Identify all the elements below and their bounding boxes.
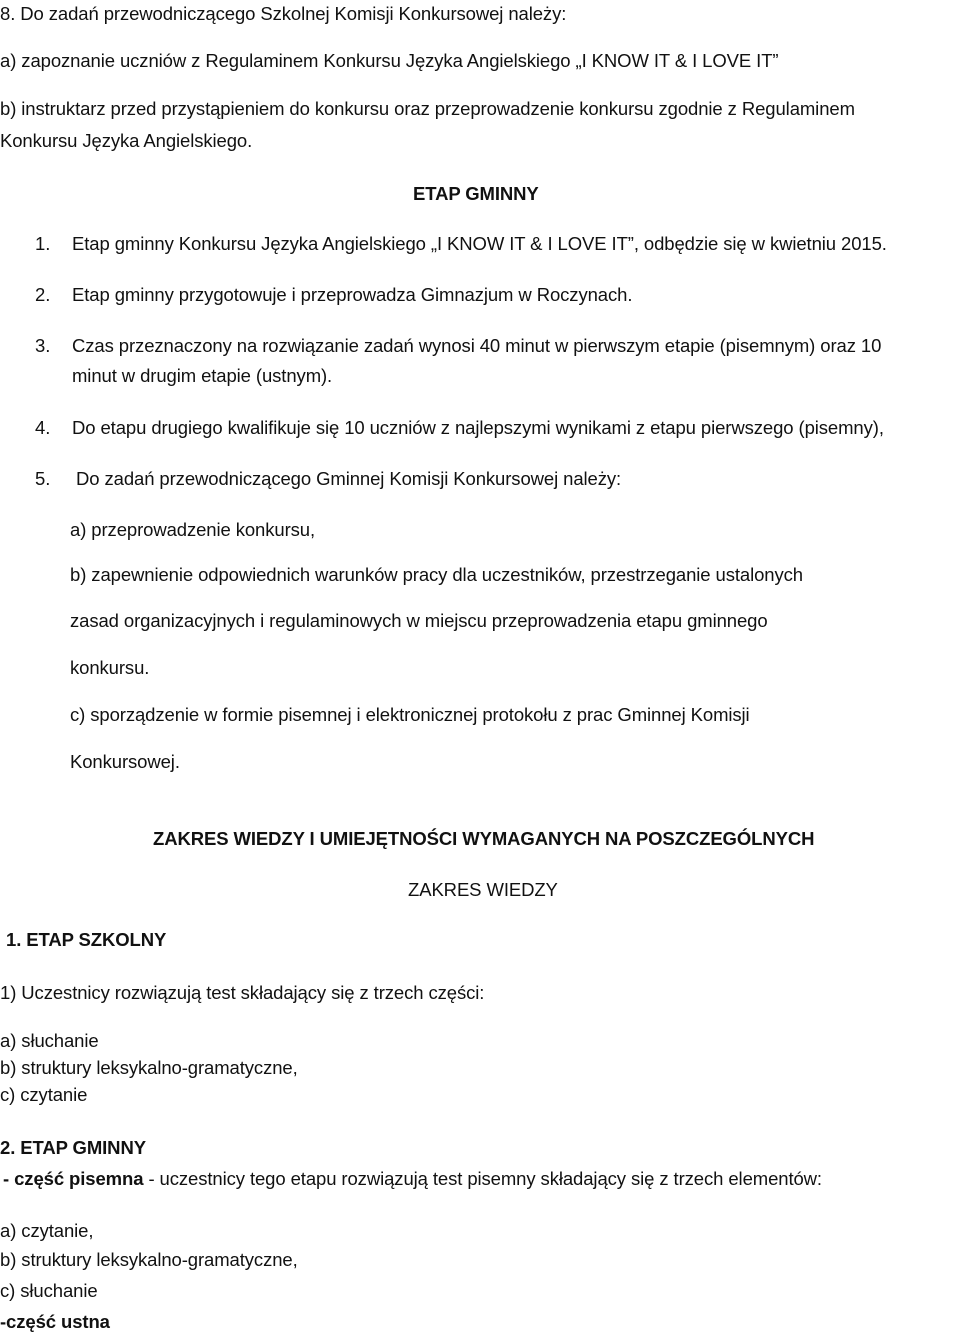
- p8-item-b-line2: Konkursu Języka Angielskiego.: [0, 130, 253, 151]
- gminny-item-2-num: 2.: [35, 284, 51, 305]
- szkolny-part-b: b) struktury leksykalno-gramatyczne,: [0, 1057, 298, 1078]
- etap-szkolny-intro: 1) Uczestnicy rozwiązują test składający się z trzech części:: [0, 982, 485, 1003]
- szkolny-part-c: c) czytanie: [0, 1084, 88, 1105]
- gminny-item-2-text: Etap gminny przygotowuje i przeprowadza Gimnazjum w Roczynach.: [72, 284, 633, 305]
- gminny-item-5-text: Do zadań przewodniczącego Gminnej Komisji Konkursowej należy:: [76, 468, 622, 489]
- gminny2-part-b: b) struktury leksykalno-gramatyczne,: [0, 1249, 298, 1270]
- gminny-item-1-num: 1.: [35, 233, 51, 254]
- gminny-sub-c-line2: Konkursowej.: [70, 751, 180, 772]
- etap-szkolny-heading: 1. ETAP SZKOLNY: [6, 929, 167, 950]
- gminny-sub-c-line1: c) sporządzenie w formie pisemnej i elektronicznej protokołu z prac Gminnej Komisji: [70, 704, 750, 725]
- gminny-item-5-num: 5.: [35, 468, 51, 489]
- gminny-sub-a: a) przeprowadzenie konkursu,: [70, 519, 316, 540]
- gminny-sub-b-line3: konkursu.: [70, 657, 150, 678]
- ustna-label: -część ustna: [0, 1311, 110, 1332]
- gminny-sub-b-line2: zasad organizacyjnych i regulaminowych w miejscu przeprowadzenia etapu gminnego: [70, 610, 768, 631]
- zakres-heading: ZAKRES WIEDZY I UMIEJĘTNOŚCI WYMAGANYCH NA POSZCZEGÓLNYCH: [153, 828, 815, 849]
- p8-heading: 8. Do zadań przewodniczącego Szkolnej Komisji Konkursowej należy:: [0, 3, 567, 24]
- p8-item-a: a) zapoznanie uczniów z Regulaminem Konkursu Języka Angielskiego „I KNOW IT & I LOVE IT”: [0, 50, 779, 71]
- gminny-item-3-text: Czas przeznaczony na rozwiązanie zadań wynosi 40 minut w pierwszym etapie (pisemnym) oraz 10: [72, 335, 882, 356]
- pisemna-label: - część pisemna: [3, 1168, 144, 1189]
- szkolny-part-a: a) słuchanie: [0, 1030, 99, 1051]
- gminny-item-3-continuation: minut w drugim etapie (ustnym).: [72, 365, 333, 386]
- gminny-sub-b-line1: b) zapewnienie odpowiednich warunków pracy dla uczestników, przestrzeganie ustalonych: [70, 564, 803, 585]
- pisemna-line: [3, 1168, 822, 1190]
- gminny-item-4-num: 4.: [35, 417, 51, 438]
- pisemna-text: - uczestnicy tego etapu rozwiązują test pisemny składający się z trzech elementów:: [143, 1168, 822, 1189]
- gminny-item-3-num: 3.: [35, 335, 51, 356]
- gminny-item-1-text: Etap gminny Konkursu Języka Angielskiego „I KNOW IT & I LOVE IT”, odbędzie się w kwietniu 2015.: [72, 233, 887, 254]
- gminny-item-4-text: Do etapu drugiego kwalifikuje się 10 uczniów z najlepszymi wynikami z etapu pierwszego (pisemny),: [72, 417, 884, 438]
- p8-item-b-line1: b) instruktarz przed przystąpieniem do konkursu oraz przeprowadzenie konkursu zgodnie z Regulaminem: [0, 98, 855, 119]
- zakres-subheading: ZAKRES WIEDZY: [408, 879, 558, 900]
- etap-gminny-heading: ETAP GMINNY: [413, 183, 539, 204]
- gminny2-part-a: a) czytanie,: [0, 1220, 94, 1241]
- gminny2-part-c: c) słuchanie: [0, 1280, 98, 1301]
- etap-gminny2-heading: 2. ETAP GMINNY: [0, 1137, 146, 1158]
